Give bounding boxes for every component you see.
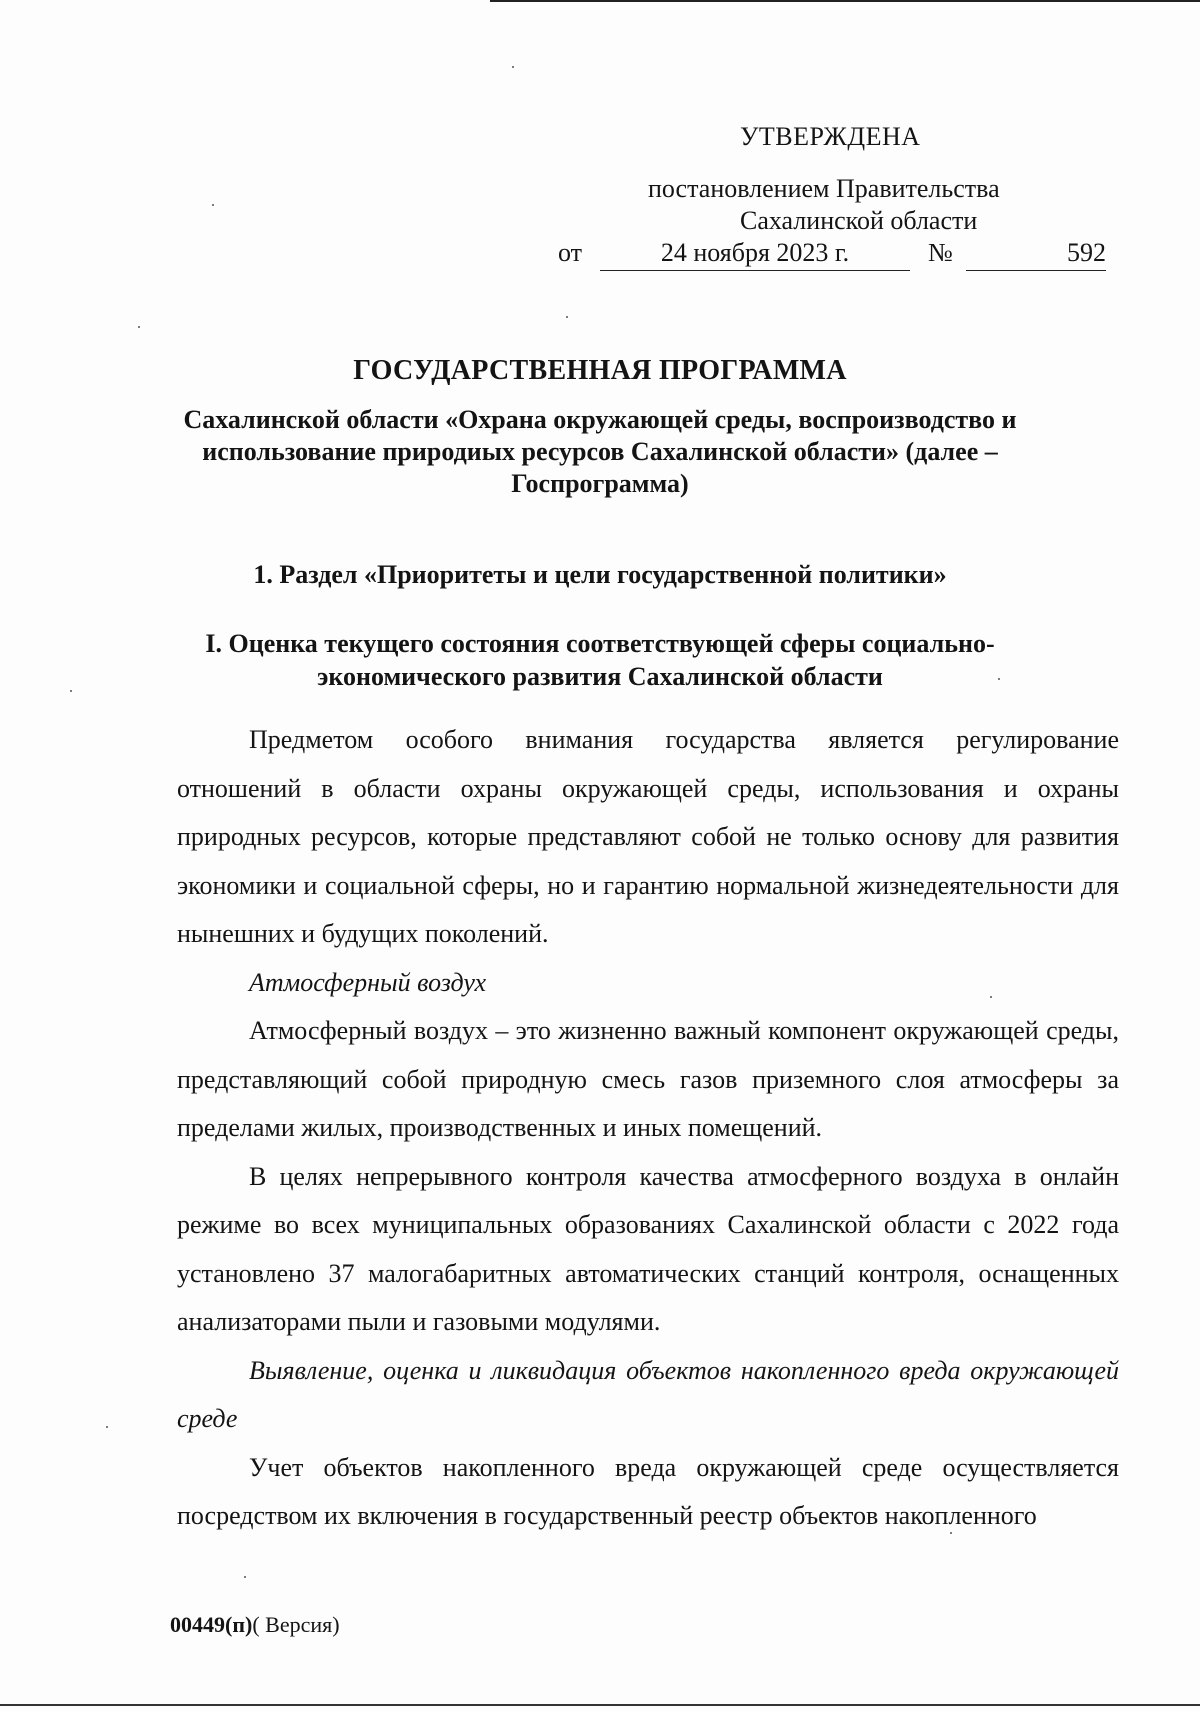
document-title: ГОСУДАРСТВЕННАЯ ПРОГРАММА (353, 355, 847, 386)
footer-document-code (170, 1612, 340, 1638)
bottom-border-line (0, 1704, 1200, 1706)
scan-speck (106, 1426, 108, 1428)
section-heading: 1. Раздел «Приоритеты и цели государственной политики» (253, 560, 947, 589)
scan-speck (566, 316, 568, 318)
body-paragraph: Учет объектов накопленного вреда окружающей среде осуществляется посредством их включения в государственный реестр объектов накопленного (177, 1452, 1119, 1530)
approval-issuer-line1: постановлением Правительства (648, 174, 1000, 203)
scan-speck (138, 326, 140, 328)
scan-speck (244, 1576, 246, 1578)
document-subtitle: Сахалинской области «Охрана окружающей среды, воспроизводство и использование природиых ресурсов Сахалинской области» (далее – Госпрограмма) (183, 405, 1017, 498)
scan-speck (70, 690, 72, 692)
scan-speck (212, 204, 214, 206)
approval-date: 24 ноября 2023 г. (600, 238, 910, 271)
approval-issuer-line2: Сахалинской области (740, 206, 978, 235)
topic-heading-accumulated-harm: Выявление, оценка и ликвидация объектов накопленного вреда окружающей среде (177, 1355, 1119, 1433)
body-paragraph: Атмосферный воздух – это жизненно важный компонент окружающей среды, представляющий собой природную смесь газов приземного слоя атмосферы за пределами жилых, производственных и иных помещений. (177, 1016, 1119, 1142)
approval-date-row (558, 238, 1118, 274)
subsection-heading: I. Оценка текущего состояния соответствующей сферы социально-экономического развития Сахалинской области (205, 629, 995, 691)
number-label: № (928, 238, 953, 267)
scan-speck (512, 66, 514, 68)
body-paragraph: В целях непрерывного контроля качества атмосферного воздуха в онлайн режиме во всех муниципальных образованиях Сахалинской области с 2022 года установлено 37 малогабаритных автоматических станций контроля, оснащенных анализаторами пыли и газовыми модулями. (177, 1161, 1119, 1336)
approval-title: УТВЕРЖДЕНА (740, 122, 921, 151)
footer-code: 00449(п) (170, 1612, 253, 1637)
approval-number: 592 (966, 238, 1106, 271)
footer-version: ( Версия) (252, 1612, 340, 1637)
date-label: от (558, 238, 583, 267)
topic-heading-air: Атмосферный воздух (249, 967, 487, 997)
document-body (177, 716, 1119, 1541)
top-border-line (490, 0, 1200, 2)
body-paragraph: Предметом особого внимания государства является регулирование отношений в области охраны окружающей среды, использования и охраны природных ресурсов, которые представляют собой не только основу для развития экономики и социальной сферы, но и гарантию нормальной жизнедеятельности для нынешних и будущих поколений. (177, 725, 1119, 948)
